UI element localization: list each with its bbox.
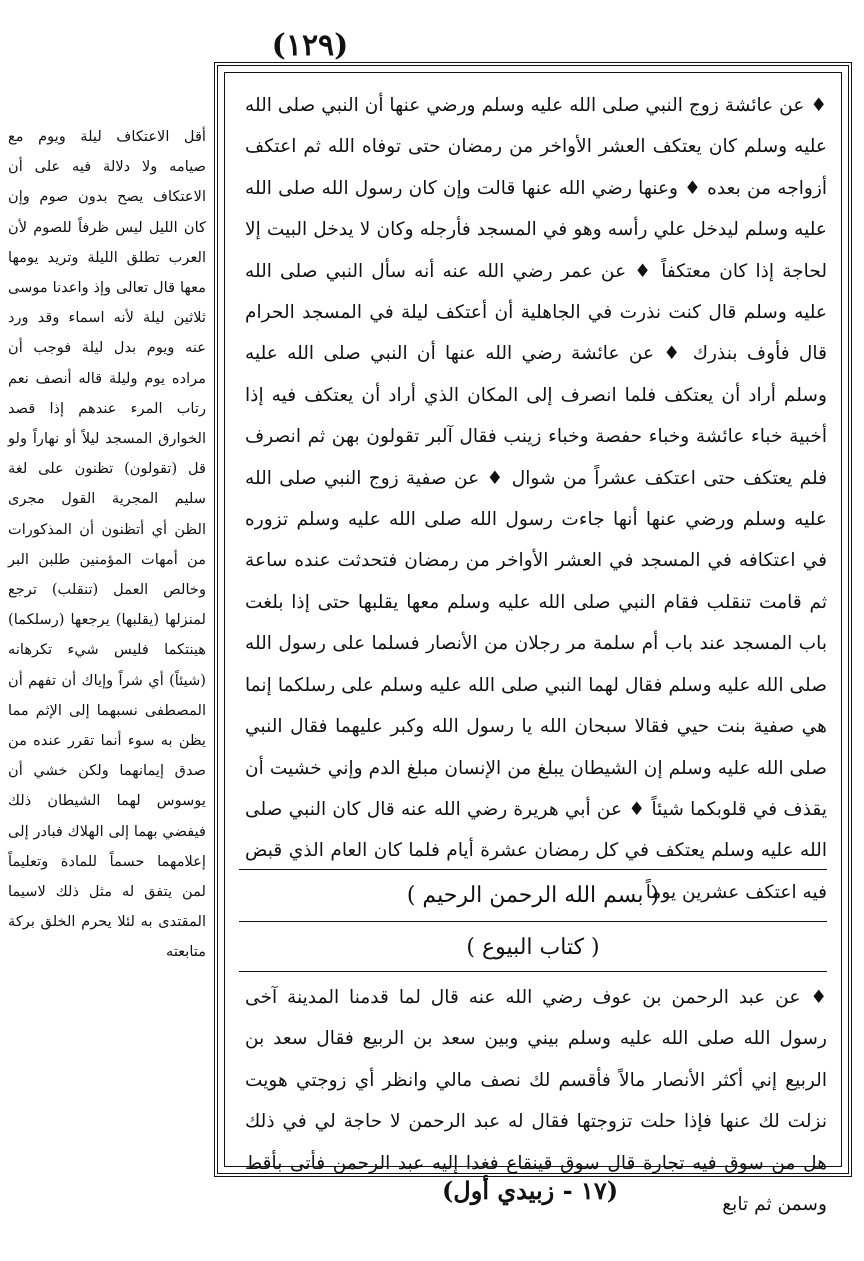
section-divider xyxy=(239,971,827,972)
hadith-text-buyu: ♦ عن عبد الرحمن بن عوف رضي الله عنه قال لما قدمنا المدينة آخى رسول الله صلى الله عليه وسلم بيني وبين سعد بن الربيع فقال سعد بن الربيع إني أكثر الأنصار مالاً فأقسم لك نصف مالي وانظر أي زوجتي هويت نزلت لك عنها فإذا حلت تزوجتها فقال له عبد الرحمن لا حاجة لي في ذلك هل من سوق فيه تجارة قال سوق قينقاع فغدا إليه عبد الرحمن فأتى بأقط وسمن ثم تابع xyxy=(245,987,827,1216)
hadith-text-itikaf: ♦ عن عائشة زوج النبي صلى الله عليه وسلم ورضي عنها أن النبي صلى الله عليه وسلم كان يعتكف العشر الأواخر من رمضان حتى توفاه الله ثم اعتكف أزواجه من بعده ♦ وعنها رضي الله عنها قالت وإن كان رسول الله صلى الله عليه وسلم ليدخل علي رأسه وهو في المسجد فأرجله وكان لا يدخل البيت إلا لحاجة إذا كان معتكفاً ♦ عن عمر رضي الله عنه أنه سأل النبي صلى الله عليه وسلم قال كنت نذرت في الجاهلية أن أعتكف ليلة في المسجد الحرام قال فأوف بنذرك ♦ عن عائشة رضي الله عنها أن النبي صلى الله عليه وسلم أراد أن يعتكف فلما انصرف إلى المكان الذي أراد أن يعتكف فيه إذا أخبية خباء عائشة وخباء حفصة وخباء زينب فقال آلبر تقولون بهن ثم انصرف فلم يعتكف حتى اعتكف عشراً من شوال ♦ عن صفية زوج النبي صلى الله عليه وسلم ورضي عنها أنها جاءت رسول الله صلى الله عليه وسلم تزوره في اعتكافه في المسجد في العشر الأواخر من رمضان فتحدثت عنده ساعة ثم قامت تنقلب فقام النبي صلى الله عليه وسلم معها يقلبها حتى إذا بلغت باب المسجد عند باب أم سلمة مر رجلان من الأنصار فسلما على رسول الله صلى الله عليه وسلم فقال لهما النبي صلى الله عليه وسلم على رسلكما إنما هي صفية بنت حيي فقالا سبحان الله يا رسول الله وكبر عليهما فقال النبي صلى الله عليه وسلم إن الشيطان يبلغ من الإنسان مبلغ الدم وإني خشيت أن يقذف في قلوبكما شيئاً ♦ عن أبي هريرة رضي الله عنه قال كان النبي صلى الله عليه وسلم يعتكف في كل رمضان عشرة أيام فلما كان العام الذي قبض فيه اعتكف عشرين يوماً xyxy=(245,95,827,903)
book-title-heading: ( كتاب البيوع ) xyxy=(466,934,600,960)
page-number: (١٢٩) xyxy=(271,28,349,63)
signature-label: (١٧ - زبيدي أول) xyxy=(441,1176,619,1205)
side-commentary-text: أقل الاعتكاف ليلة ويوم مع صيامه ولا دلالة فيه على أن الاعتكاف يصح بدون صوم وإن كان الليل ليس ظرفاً للصوم لأن العرب تطلق الليلة وتريد يومها معها قال تعالى وإذ واعدنا موسى ثلاثين ليلة لأنه اسماء وقد ورد عنه ويوم بدل ليلة فوجب أن مراده يوم وليلة قاله أنصف نعم رتاب المرء عندهم إذا قصد الخوارق المسجد ليلاً أو نهاراً ولو قل (تقولون) تظنون على لغة سليم المجرية القول مجرى الظن أي أتظنون أن المذكورات من أمهات المؤمنين طلبن البر وخالص العمل (تنقلب) ترجع لمنزلها (يقلبها) يرجعها (رسلكما) هينتكما فليس شيء تكرهانه (شيئاً) أي شراً وإياك أن تفهم أن المصطفى نسبهما إلى الإثم مما يظن به سوء أنما تقرر عنده من صدق إيمانهما ولكن خشي أن يوسوس لهما الشيطان ذلك فيفضي بهما إلى الهلاك فبادر إلى إعلامهما حسماً للمادة وتعليماً لمن يتفق له مثل ذلك لاسيما المقتدى به لئلا يحرم الخلق بركة متابعته xyxy=(8,128,206,961)
basmala-heading: ( بسم الله الرحمن الرحيم ) xyxy=(406,882,660,908)
section-divider xyxy=(239,869,827,870)
side-commentary xyxy=(8,122,206,968)
section-divider xyxy=(239,921,827,922)
